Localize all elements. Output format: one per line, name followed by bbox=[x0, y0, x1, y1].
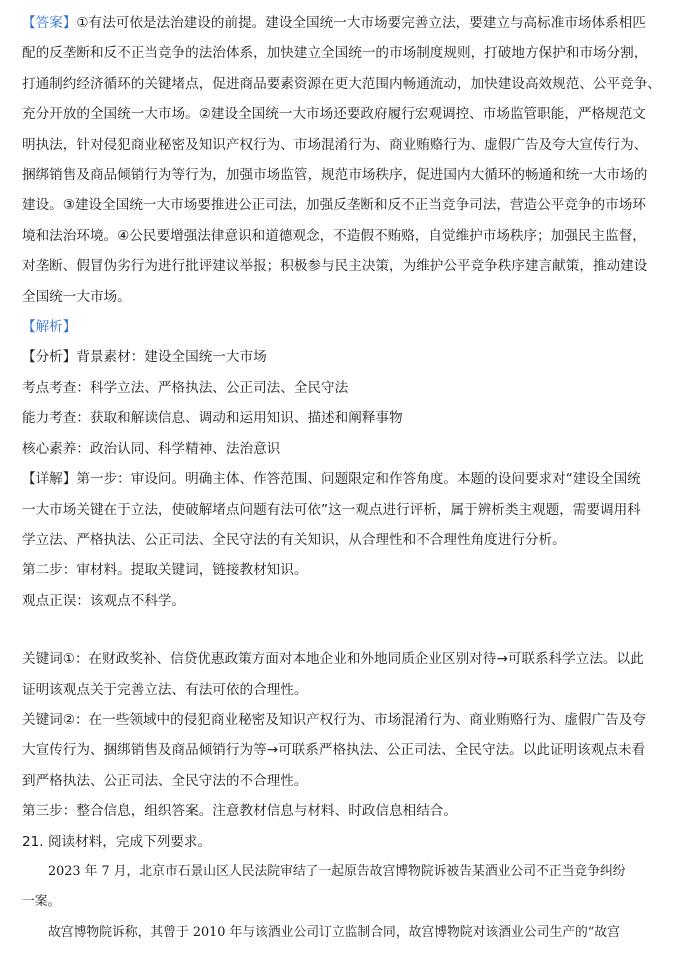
material-p1-line-1: 2023 年 7 月，北京市石景山区人民法院审结了一起原告故宫博物院诉被告某酒业公司不正当竞争纠纷 bbox=[48, 863, 626, 879]
xiangjie-line-2: 一大市场关键在于立法，使破解堵点问题有法可依”这一观点进行评析，属于辨析类主观题，需要调用科 bbox=[22, 501, 641, 518]
keyword1-line-1: 关键词①：在财政奖补、信贷优惠政策方面对本地企业和外地同质企业区别对待→可联系科学立法。以此 bbox=[22, 651, 644, 668]
step2-line: 第二步：审材料。提取关键词，链接教材知识。 bbox=[22, 562, 308, 579]
keyword2-line-2: 大宣传行为、捆绑销售及商品倾销行为等→可联系严格执法、公正司法、全民守法。以此证明该观点未看 bbox=[22, 742, 646, 759]
xiangjie-line-1: 【详解】第一步：审设问。明确主体、作答范围、问题限定和作答角度。本题的设问要求对“建设全国统 bbox=[22, 471, 641, 488]
keyword1-line-2: 证明该观点关于完善立法、有法可依的合理性。 bbox=[22, 681, 308, 698]
answer-tag: 【答案】 bbox=[22, 15, 77, 31]
question-21: 21. 阅读材料，完成下列要求。 bbox=[22, 833, 212, 850]
fenxi-line: 【分析】背景素材：建设全国统一大市场 bbox=[22, 349, 267, 366]
nengli-line: 能力考查：获取和解读信息、调动和运用知识、描述和阐释事物 bbox=[22, 410, 403, 427]
keyword2-line-1: 关键词②：在一些领域中的侵犯商业秘密及知识产权行为、市场混淆行为、商业贿赂行为、虚假广告及夸 bbox=[22, 711, 646, 728]
kaodian-line: 考点考查：科学立法、严格执法、公正司法、全民守法 bbox=[22, 379, 349, 396]
viewpoint-line: 观点正误：该观点不科学。 bbox=[22, 592, 186, 609]
blank-gap bbox=[22, 616, 678, 644]
analysis-tag: 【解析】 bbox=[22, 319, 77, 336]
xiangjie-tag: 【详解】 bbox=[22, 471, 77, 488]
answer-line-4: 充分开放的全国统一大市场。②建设全国统一大市场还要政府履行宏观调控、市场监管职能，严格规范文 bbox=[22, 106, 646, 123]
answer-line-1: 【答案】①有法可依是法治建设的前提。建设全国统一大市场要完善立法，要建立与高标准市场体系相匹 bbox=[22, 15, 646, 31]
answer-line-9: 对垄断、假冒伪劣行为进行批评建议举报；积极参与民主决策，为维护公平竞争秩序建言献策，推动建设 bbox=[22, 258, 648, 275]
answer-line-6: 捆绑销售及商品倾销行为等行为，加强市场监管，规范市场秩序，促进国内大循环的畅通和统一大市场的 bbox=[22, 167, 648, 184]
answer-line-5: 明执法，针对侵犯商业秘密及知识产权行为、市场混淆行为、商业贿赂行为、虚假广告及夸大宣传行为、 bbox=[22, 136, 648, 153]
answer-line-7: 建设。③建设全国统一大市场要推进公正司法，加强反垄断和反不正当竞争司法，营造公平竞争的市场环 bbox=[22, 197, 646, 214]
answer-line-8: 境和法治环境。④公民要增强法律意识和道德观念，不造假不贿赂，自觉维护市场秩序；加强民主监督， bbox=[22, 227, 646, 244]
xiangjie-line-3: 学立法、严格执法、公正司法、全民守法的有关知识，从合理性和不合理性角度进行分析。 bbox=[22, 531, 566, 548]
material-p2-line-1: 故宫博物院诉称，其曾于 2010 年与该酒业公司订立监制合同，故宫博物院对该酒业公司生产的“故宫 bbox=[48, 924, 620, 940]
hexin-line: 核心素养：政治认同、科学精神、法治意识 bbox=[22, 440, 281, 457]
answer-line-10: 全国统一大市场。 bbox=[22, 288, 131, 305]
material-p1-line-2: 一案。 bbox=[22, 894, 61, 910]
step3-line: 第三步：整合信息，组织答案。注意教材信息与材料、时政信息相结合。 bbox=[22, 803, 457, 820]
fenxi-tag: 【分析】 bbox=[22, 349, 77, 366]
answer-line-2: 配的反垄断和反不正当竞争的法治体系，加快建立全国统一的市场制度规则，打破地方保护和市场分割， bbox=[22, 45, 648, 62]
keyword2-line-3: 到严格执法、公正司法、全民守法的不合理性。 bbox=[22, 772, 308, 789]
answer-line-3: 打通制约经济循环的关键堵点，促进商品要素资源在更大范围内畅通流动，加快建设高效规范、公平竞争、 bbox=[22, 75, 661, 92]
